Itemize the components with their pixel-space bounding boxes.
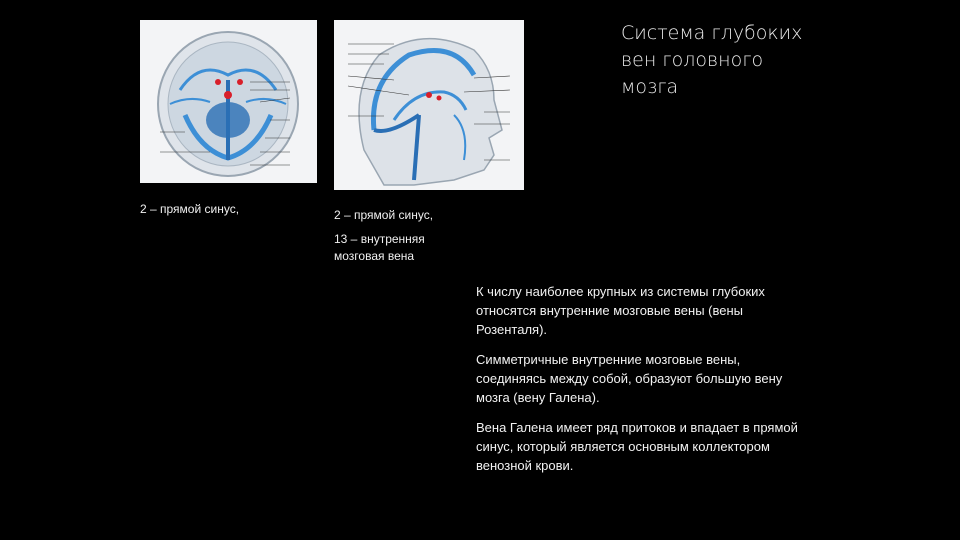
head-sagittal-illustration xyxy=(334,20,524,190)
title-line: вен головного xyxy=(621,49,764,71)
slide-title xyxy=(621,20,941,101)
body-paragraph: Вена Галена имеет ряд притоков и впадает в прямой синус, который является основным коллектором венозной крови. xyxy=(476,420,798,473)
title-line: мозга xyxy=(621,76,679,98)
body-paragraph: Симметричные внутренние мозговые вены, соединяясь между собой, образуют большую вену мозга (вену Галена). xyxy=(476,352,783,405)
skull-base-illustration xyxy=(140,20,317,183)
figure-caption-right: 2 – прямой синус, xyxy=(334,208,434,222)
figure-caption-right-2: 13 – внутренняя мозговая вена xyxy=(334,232,425,263)
title-line: Система глубоких xyxy=(621,22,803,44)
figure-caption-left: 2 – прямой синус, xyxy=(140,202,240,216)
body-paragraph: К числу наиболее крупных из системы глубоких относятся внутренние мозговые вены (вены Розенталя). xyxy=(476,284,765,337)
